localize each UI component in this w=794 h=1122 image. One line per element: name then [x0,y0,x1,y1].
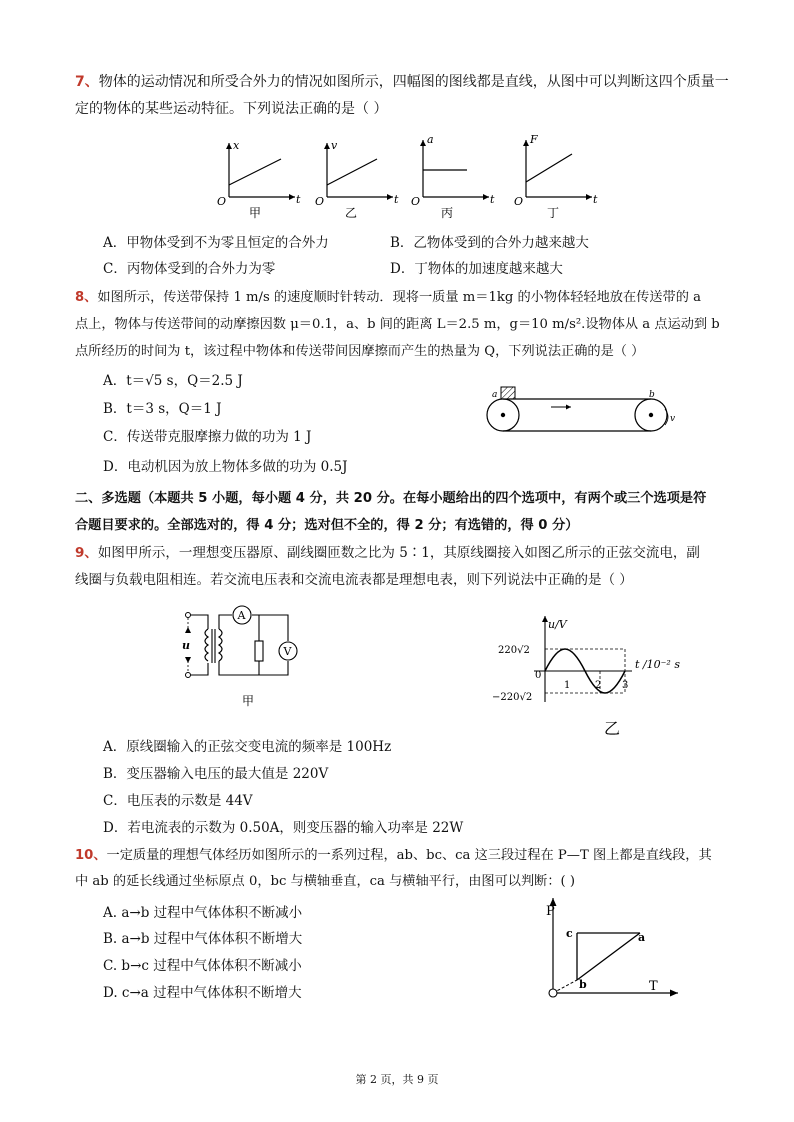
q8-label-a: a [492,390,498,400]
q9-yi-ymax: 220√2 [498,645,530,656]
q9-option-c[interactable]: C．电压表的示数是 44V [103,793,253,809]
q7-xlabel: t [593,193,598,206]
q9-circuit-figure-jia [182,603,312,713]
section2-line1: 二、多选题（本题共 5 小题，每小题 4 分，共 20 分。在每小题给出的四个选项中，有两个或三个选项是符 [75,491,707,506]
q8-option-b[interactable]: B．t＝3 s，Q＝1 J [103,401,222,417]
q10-b-label: b [579,978,587,991]
q10-o-label: O [516,1013,517,1014]
q7-option-b[interactable]: B．乙物体受到的合外力越来越大 [390,235,589,251]
q10-pt-figure [516,893,686,1014]
q9-yi-tick-3: 3 [622,680,629,691]
q10-t-label: T [649,979,658,994]
q10-option-c[interactable]: C. b→c 过程中气体体积不断减小 [103,958,302,974]
q9-caption-jia: 甲 [242,694,255,708]
resistor-icon [255,641,263,661]
q7-xlabel: t [394,193,399,206]
q7-line1: 7、物体的运动情况和所受合外力的情况如图所示，四幅图的图线都是直线，从图中可以判断这四个质量一 [75,74,729,90]
q9-yi-xlabel: t /10⁻² s [635,658,680,671]
q8-line1: 8、如图所示，传送带保持 1 m/s 的速度顺时针转动．现将一质量 m＝1kg 的小物体轻轻地放在传送带的 a [75,290,701,305]
q8-block [501,387,515,399]
q8-option-a[interactable]: A．t＝√5 s，Q＝2.5 J [103,373,243,389]
q9-u-label: u [182,639,190,652]
q8-label-b: b [649,390,655,400]
q7-option-a[interactable]: A．甲物体受到不为零且恒定的合外力 [103,235,329,251]
q9-option-b[interactable]: B．变压器输入电压的最大值是 220V [103,766,329,782]
q9-yi-tick-1: 1 [564,680,571,691]
q7-caption-bing: 丙 [441,206,454,220]
q8-line2: 点上，物体与传送带间的动摩擦因数 μ＝0.1，a、b 间的距离 L＝2.5 m，g＝10 m/s².设物体从 a 点运动到 b [75,317,720,332]
q7-caption-ding: 丁 [547,206,560,220]
q10-p-label: P [546,904,555,919]
q10-option-d[interactable]: D. c→a 过程中气体体积不断增大 [103,985,302,1001]
q9-option-d[interactable]: D．若电流表的示数为 0.50A，则变压器的输入功率是 22W [103,820,464,836]
q9-yi-ymin: −220√2 [492,692,533,703]
q7-origin: O [217,195,227,208]
q9-yi-tick-2: 2 [595,680,602,691]
q7-bing-ylabel: a [427,133,434,146]
q7-origin: O [315,195,325,208]
q7-option-d[interactable]: D．丁物体的加速度越来越大 [390,261,563,277]
q9-line1: 9、如图甲所示，一理想变压器原、副线圈匝数之比为 5∶1，其原线圈接入如图乙所示的正弦交流电，副 [75,545,700,561]
q7-yi-ylabel: v [331,139,338,152]
q9-line2: 线圈与负载电阻相连。若交流电压表和交流电流表都是理想电表，则下列说法中正确的是（ ） [75,572,633,588]
q10-a-label: a [638,931,646,944]
q7-graph-yi [313,137,403,222]
q8-line3: 点所经历的时间为 t，该过程中物体和传送带间因摩擦而产生的热量为 Q，下列说法正确的是（ ） [75,344,645,359]
q10-option-b[interactable]: B. a→b 过程中气体体积不断增大 [103,931,303,947]
q7-xlabel: t [490,193,495,206]
q7-graph-ding [512,130,602,222]
q7-option-c[interactable]: C．丙物体受到的合外力为零 [103,261,276,277]
section2-line2: 合题目要求的。全部选对的，得 4 分；选对但不全的，得 2 分；有选错的，得 0 分） [75,518,579,533]
q9-option-a[interactable]: A．原线圈输入的正弦交变电流的频率是 100Hz [103,739,392,755]
page-footer: 第 2 页，共 9 页 [355,1073,439,1086]
q7-caption-yi: 乙 [345,206,358,220]
q9-yi-origin: 0 [535,670,542,681]
q9-sine-figure-yi [482,608,682,743]
q7-xlabel: t [296,193,301,206]
q10-line2: 中 ab 的延长线通过坐标原点 0，bc 与横轴垂直，ca 与横轴平行，由图可以判断：( ) [75,874,576,889]
q7-origin: O [411,195,421,208]
q7-jia-ylabel: x [233,139,240,152]
q7-line2: 定的物体的某些运动特征。下列说法正确的是（ ） [75,101,388,117]
q9-voltmeter-label: V [283,645,292,658]
q8-label-v: v [670,414,676,424]
q9-caption-yi: 乙 [604,719,621,738]
q10-c-label: c [566,927,573,940]
q9-yi-ylabel: u/V [548,618,567,631]
q7-graph-bing [409,130,499,222]
q8-option-d[interactable]: D．电动机因为放上物体多做的功为 0.5J [103,459,348,475]
q10-option-a[interactable]: A. a→b 过程中气体体积不断减小 [103,905,303,921]
q7-ding-ylabel: F [530,133,538,146]
q8-conveyor-figure [483,383,683,439]
q7-origin: O [514,195,524,208]
q7-caption-jia: 甲 [249,206,262,220]
q8-option-c[interactable]: C．传送带克服摩擦力做的功为 1 J [103,429,312,445]
q7-graph-jia [215,137,305,222]
q10-line1: 10、一定质量的理想气体经历如图所示的一系列过程，ab、bc、ca 这三段过程在 P—T 图上都是直线段，其 [75,848,712,863]
q9-ammeter-label: A [237,609,246,622]
